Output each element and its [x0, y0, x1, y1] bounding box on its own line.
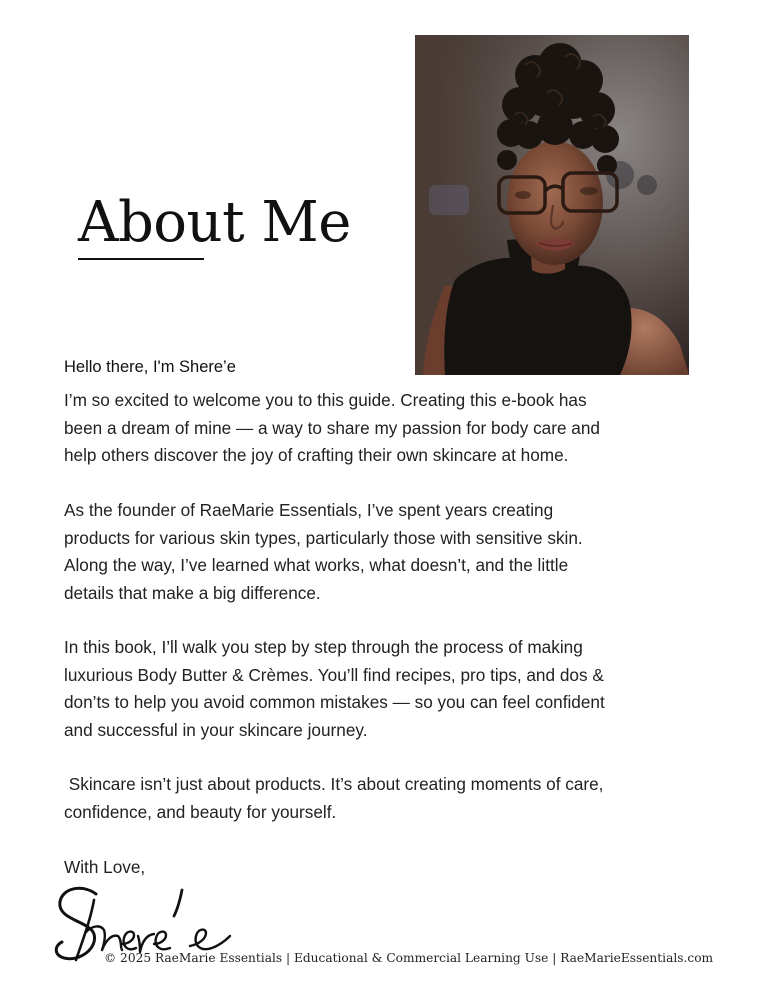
footer-copyright: © 2025 RaeMarie Essentials | Educational & Commercial Learning Use | RaeMarieEssentials.com	[104, 951, 714, 965]
paragraph-founder	[64, 497, 684, 607]
paragraph-line: Along the way, I’ve learned what works, what doesn’t, and the little	[64, 555, 569, 575]
paragraph-line: help others discover the joy of crafting their own skincare at home.	[64, 445, 569, 465]
paragraph-book	[64, 634, 684, 744]
author-photo	[415, 35, 689, 375]
paragraph-welcome	[64, 387, 684, 470]
paragraph-line: and successful in your skincare journey.	[64, 719, 368, 740]
paragraph-line: As the founder of RaeMarie Essentials, I’ve spent years creating	[64, 500, 554, 520]
paragraph-line: Skincare isn’t just about products. It’s about creating moments of care,	[64, 774, 604, 794]
page-title: About Me	[78, 190, 351, 255]
paragraph-line: don’ts to help you avoid common mistakes — so you can feel confident	[64, 692, 605, 712]
paragraph-line: been a dream of mine — a way to share my passion for body care and	[64, 417, 600, 438]
paragraph-line: products for various skin types, particularly those with sensitive skin.	[64, 527, 583, 548]
title-underline	[78, 258, 204, 260]
paragraph-line: In this book, I’ll walk you step by step through the process of making	[64, 637, 583, 657]
paragraph-line: I’m so excited to welcome you to this guide. Creating this e-book has	[64, 390, 587, 410]
paragraph-line: luxurious Body Butter & Crèmes. You’ll find recipes, pro tips, and dos &	[64, 664, 604, 685]
paragraph-line: confidence, and beauty for yourself.	[64, 801, 337, 822]
paragraph-skincare	[64, 771, 684, 826]
closing-salutation: With Love,	[64, 857, 146, 877]
paragraph-line: details that make a big difference.	[64, 582, 321, 603]
greeting: Hello there, I'm Shere’e	[64, 358, 236, 376]
